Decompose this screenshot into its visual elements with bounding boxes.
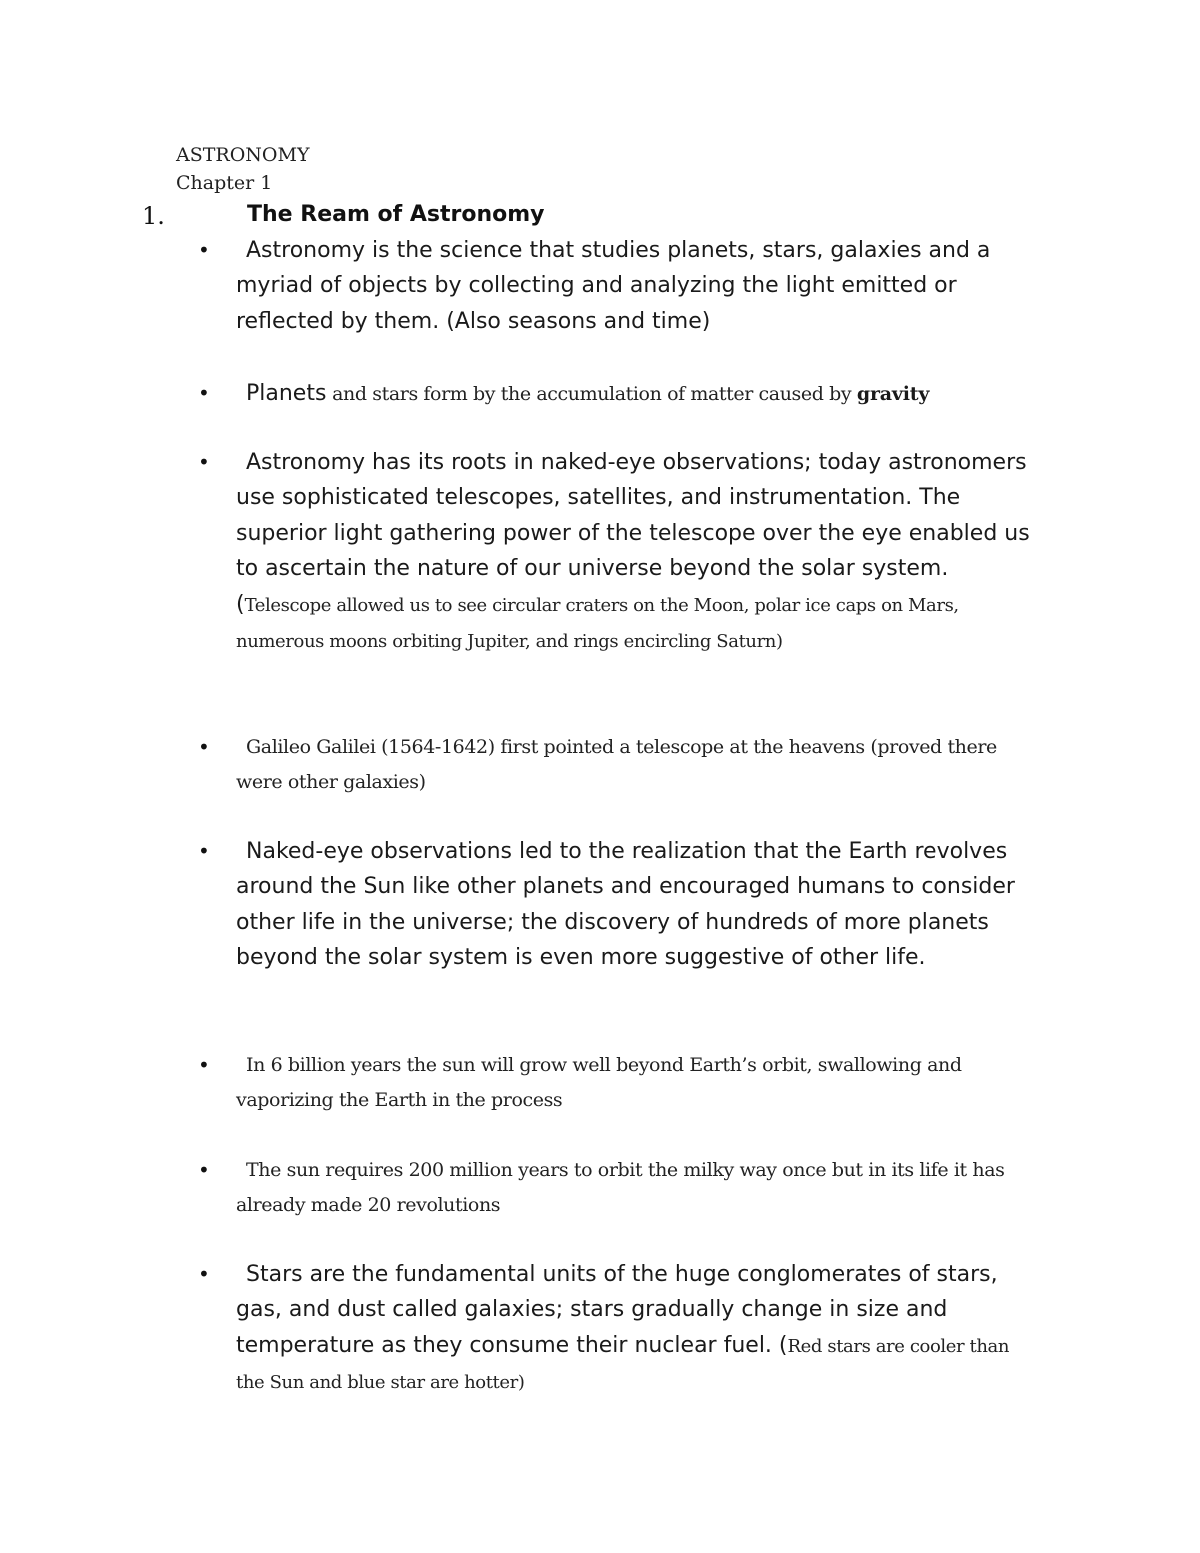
list-item-text: Stars are the fundamental units of the huge conglomerates of stars, gas, and dust called galaxies; stars gradually change in size and temperature as they consume their nuclear fuel. (: [236, 1262, 998, 1358]
document-subject: ASTRONOMY: [176, 144, 310, 166]
list-item: [236, 1048, 1036, 1119]
list-item-note: Red stars are cooler than the Sun and blue star are hotter): [236, 1335, 1010, 1394]
list-item-note: Telescope allowed us to see circular craters on the Moon, polar ice caps on Mars, numerous moons orbiting Jupiter, and rings encircling Saturn): [236, 594, 959, 653]
list-item: [236, 445, 1036, 659]
bullet-icon: •: [198, 839, 210, 863]
bullet-icon: •: [198, 450, 210, 474]
list-item-lead: Planets: [246, 381, 327, 406]
section-number: 1.: [142, 202, 165, 230]
bullet-icon: •: [198, 735, 210, 759]
list-item: [236, 1153, 1036, 1224]
list-item-text: The sun requires 200 million years to orbit the milky way once but in its life it has already made 20 revolutions: [236, 1159, 1005, 1217]
list-item-text: Naked-eye observations led to the realization that the Earth revolves around the Sun like other planets and encouraged humans to consider other life in the universe; the discovery of hundreds of more planets beyond the solar system is even more suggestive of other life.: [236, 839, 1015, 971]
bullet-icon: •: [198, 1158, 210, 1182]
section-title: The Ream of Astronomy: [247, 202, 545, 227]
bullet-icon: •: [198, 238, 210, 262]
document-chapter: Chapter 1: [176, 172, 273, 194]
list-item-text: Galileo Galilei (1564-1642) first pointed a telescope at the heavens (proved there were other galaxies): [236, 736, 997, 794]
list-item: [236, 730, 1036, 801]
list-item-text: and stars form by the accumulation of matter caused by: [326, 383, 857, 405]
list-item: [236, 376, 1036, 413]
bullet-icon: •: [198, 381, 210, 405]
list-item: [236, 834, 1036, 976]
list-item-text: In 6 billion years the sun will grow well beyond Earth’s orbit, swallowing and vaporizing the Earth in the process: [236, 1054, 962, 1112]
list-item-text: Astronomy is the science that studies planets, stars, galaxies and a myriad of objects by collecting and analyzing the light emitted or reflected by them. (Also seasons and time): [236, 238, 991, 334]
list-item-bold-term: gravity: [856, 383, 930, 405]
list-item: [236, 233, 1036, 339]
list-item: [236, 1257, 1036, 1401]
bullet-icon: •: [198, 1262, 210, 1286]
list-item-text: Astronomy has its roots in naked-eye observations; today astronomers use sophisticated telescopes, satellites, and instrumentation. The superior light gathering power of the telescope over the eye enabled us to ascertain the nature of our universe beyond the solar system. (: [236, 450, 1030, 617]
bullet-icon: •: [198, 1053, 210, 1077]
